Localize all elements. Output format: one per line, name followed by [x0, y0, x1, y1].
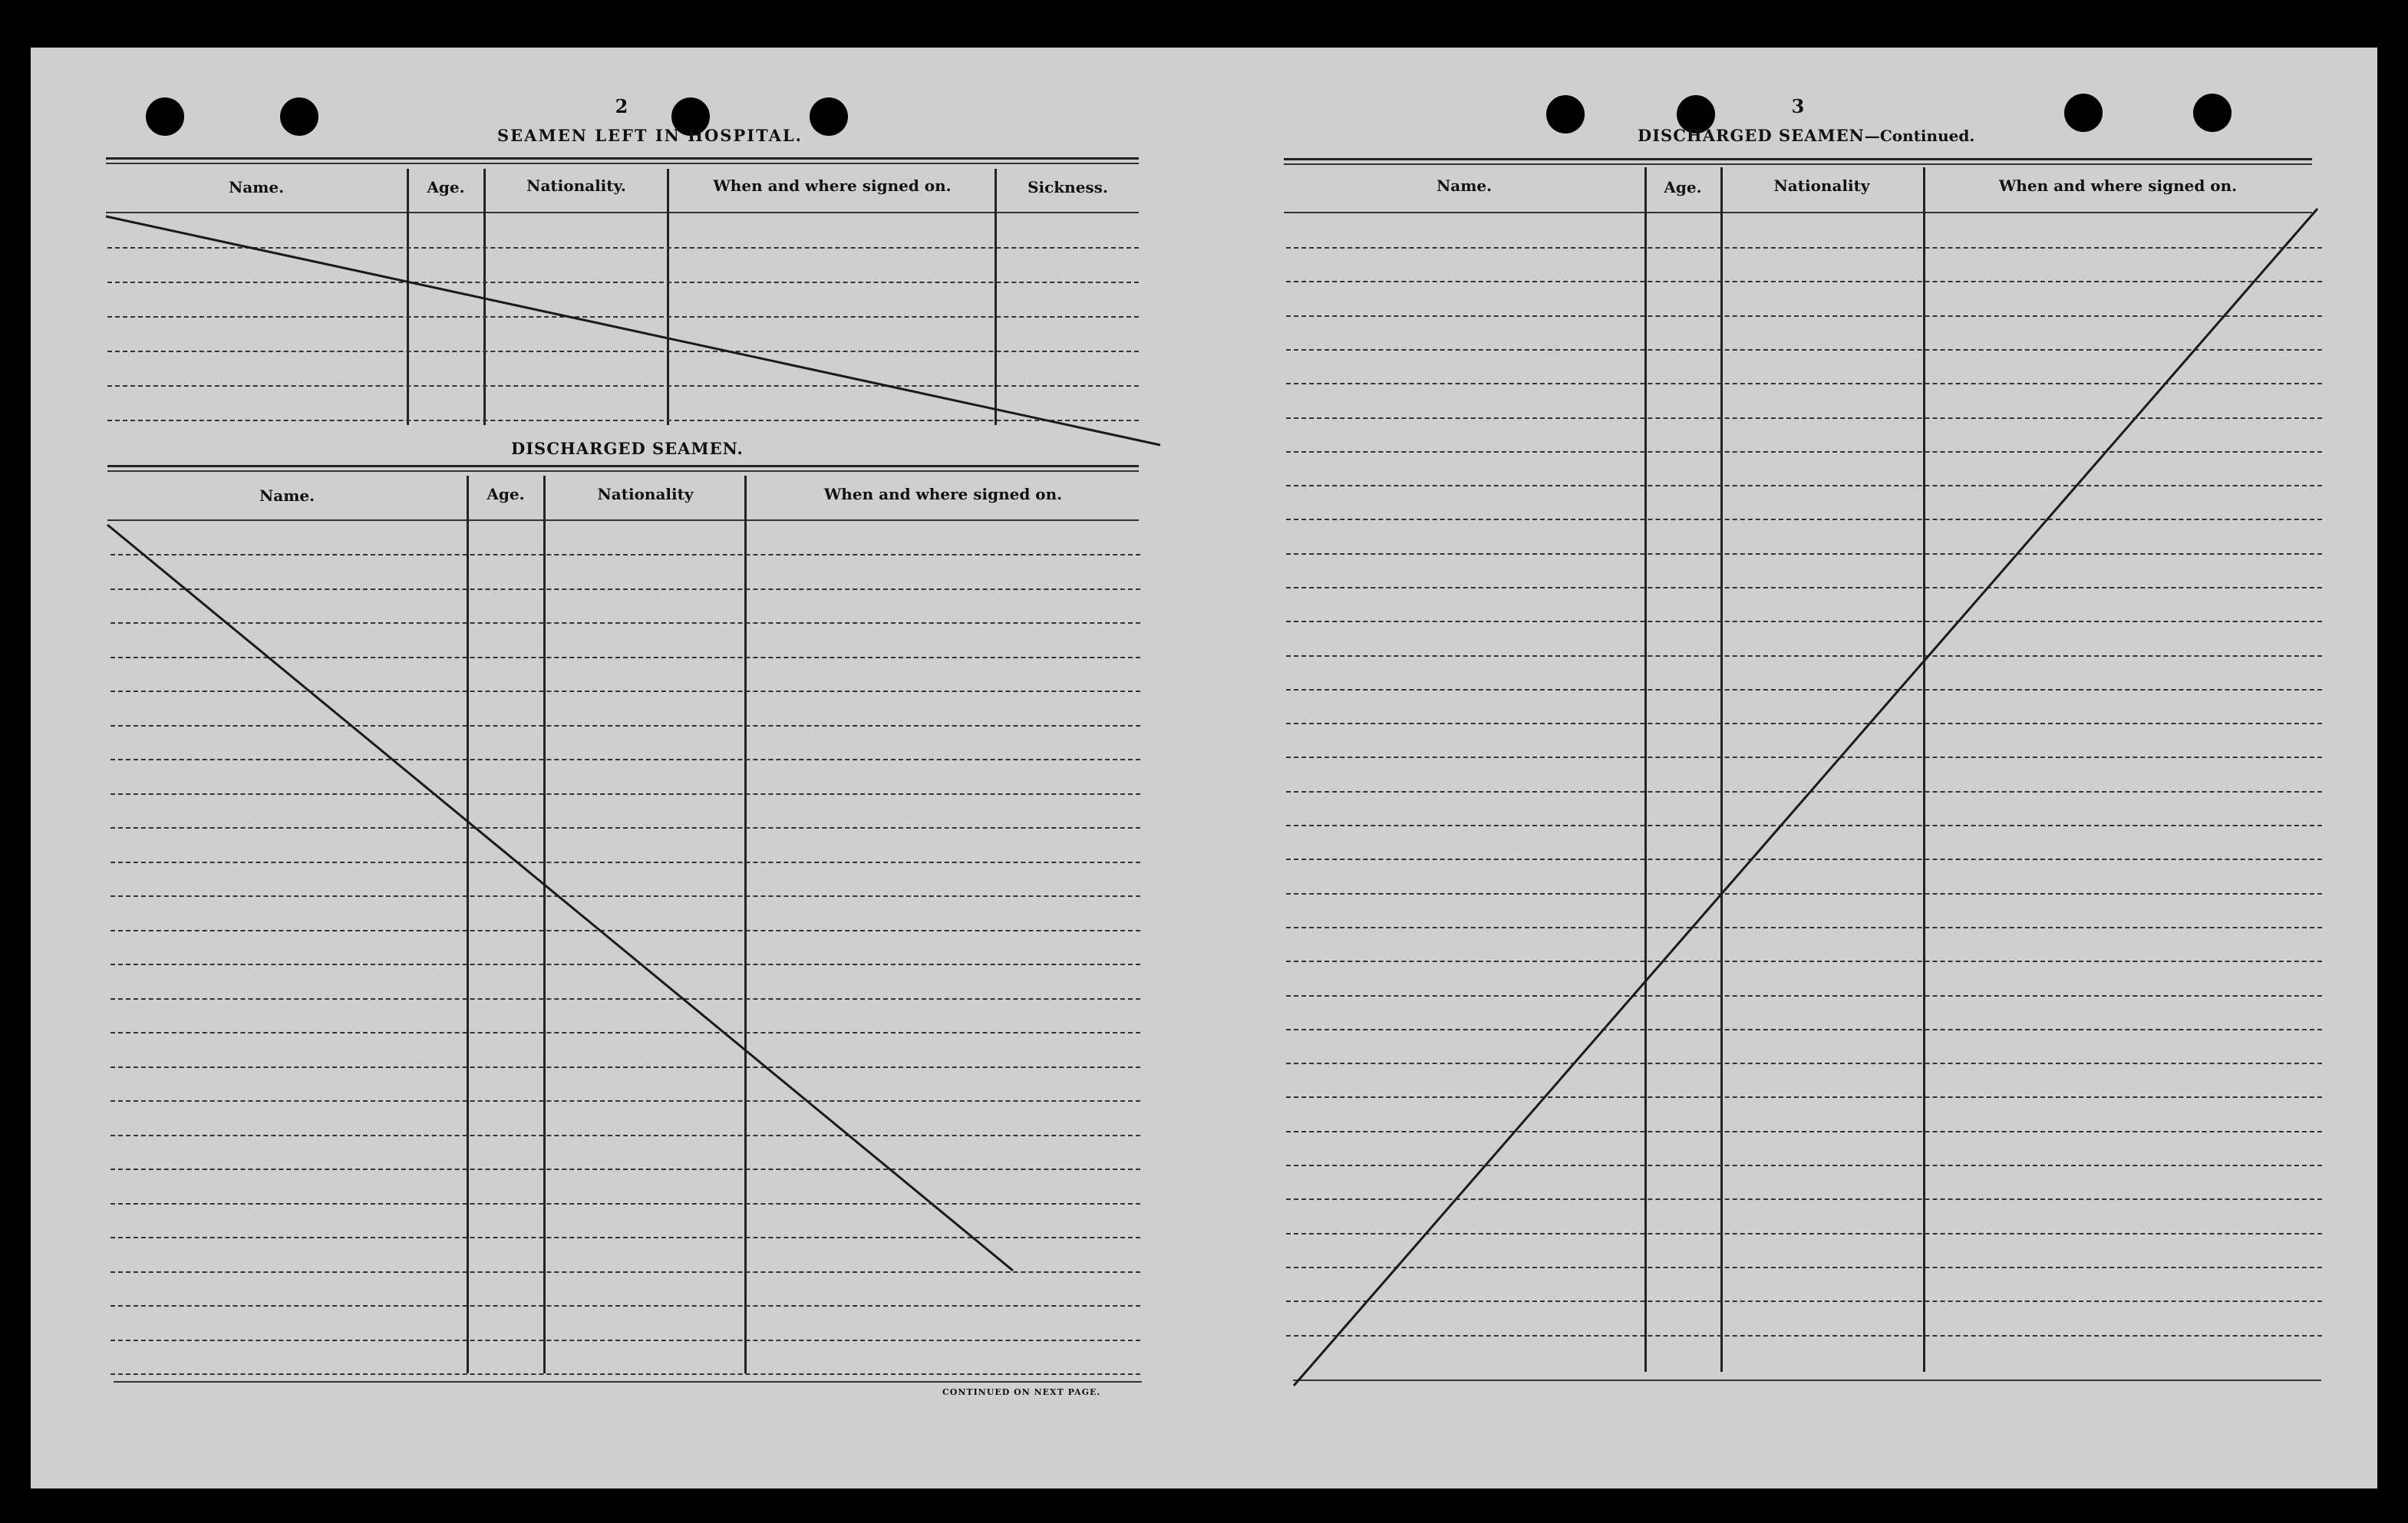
right-header-nationality: Nationality: [1773, 176, 1870, 195]
right-header-age: Age.: [1664, 178, 1702, 196]
hospital-header-name: Name.: [228, 178, 285, 196]
right-cancel-stroke: [1294, 209, 2317, 1386]
hospital-header-sickness: Sickness.: [1028, 178, 1108, 196]
right-page-number: 3: [1791, 95, 1805, 117]
hospital-section-title: SEAMEN LEFT IN HOSPITAL.: [497, 126, 803, 145]
hospital-cancel-stroke: [106, 216, 1160, 445]
left-page-number: 2: [615, 95, 628, 117]
right-header-signed-on: When and where signed on.: [1998, 176, 2238, 195]
discharged-section-title: DISCHARGED SEAMEN.: [511, 439, 744, 458]
hospital-header-nationality: Nationality.: [526, 176, 626, 195]
discharged-header-signed-on: When and where signed on.: [823, 485, 1063, 503]
discharged-header-age: Age.: [487, 485, 525, 503]
right-section-title-suffix: —Continued.: [1864, 127, 1975, 145]
continued-note: CONTINUED ON NEXT PAGE.: [942, 1387, 1101, 1397]
discharged-header-name: Name.: [259, 486, 315, 505]
hospital-header-age: Age.: [427, 178, 465, 196]
discharged-cancel-stroke: [107, 525, 1013, 1271]
discharged-header-nationality: Nationality: [597, 485, 694, 503]
hospital-header-signed-on: When and where signed on.: [713, 176, 952, 195]
right-header-name: Name.: [1436, 176, 1493, 195]
right-section-title-main: DISCHARGED SEAMEN: [1638, 126, 1865, 145]
